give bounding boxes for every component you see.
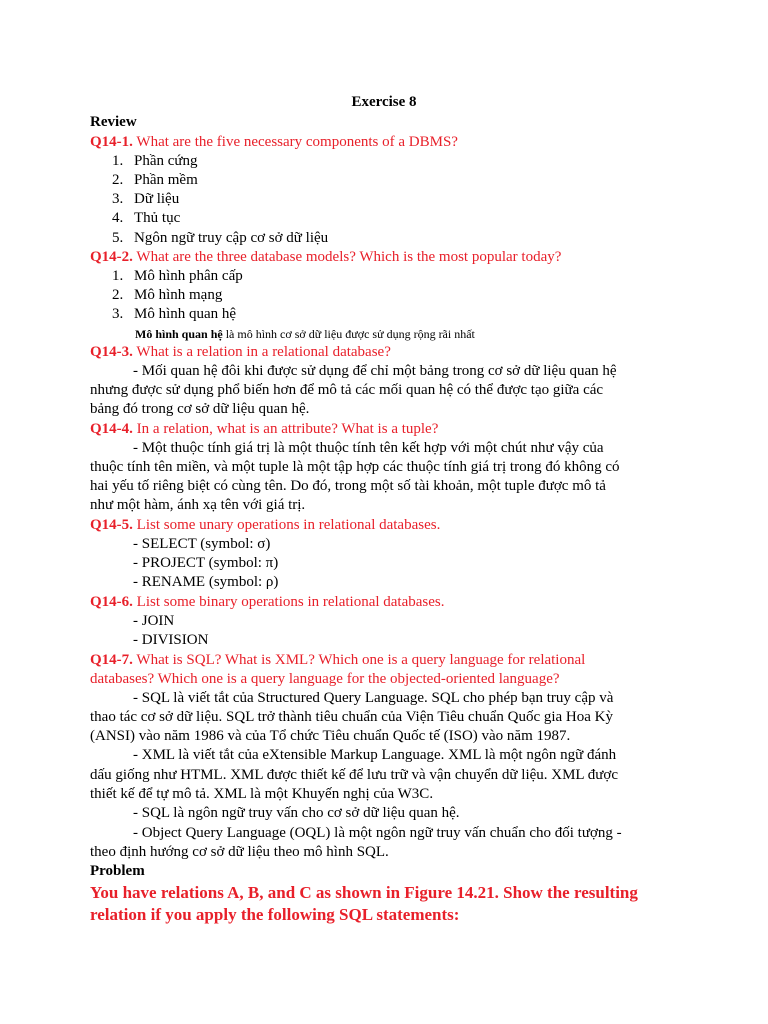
- list-item: 2. Phần mềm: [112, 172, 198, 188]
- q-number: Q14-4.: [90, 421, 133, 437]
- section-problem: Problem: [90, 863, 145, 879]
- q-text: List some binary operations in relational databases.: [136, 594, 445, 610]
- answer-line: - DIVISION: [133, 632, 209, 648]
- list-item: 1. Phần cứng: [112, 153, 198, 169]
- question-q14-5: [90, 516, 440, 535]
- list-item-text: Phần cứng: [134, 153, 198, 169]
- q-number: Q14-2.: [90, 249, 133, 265]
- answer-line: - Object Query Language (OQL) là một ngôn ngữ truy vấn chuẩn cho đối tượng -: [133, 825, 622, 841]
- question-q14-7: [90, 651, 585, 670]
- q-text: What is SQL? What is XML? Which one is a query language for relational: [136, 652, 586, 668]
- answer-line: thao tác cơ sở dữ liệu. SQL trở thành tiêu chuẩn của Viện Tiêu chuẩn Quốc gia Hoa Kỳ: [90, 709, 613, 725]
- answer-line: nhưng được sử dụng phổ biến hơn để mô tả các mối quan hệ có thể được tạo giữa các: [90, 382, 604, 398]
- q-number: Q14-3.: [90, 344, 133, 360]
- list-item: 5. Ngôn ngữ truy cập cơ sở dữ liệu: [112, 230, 329, 246]
- q-text: In a relation, what is an attribute? What is a tuple?: [136, 421, 439, 437]
- q-text: What are the five necessary components of a DBMS?: [136, 134, 458, 150]
- note-text: là mô hình cơ sở dữ liệu được sử dụng rộng rãi nhất: [225, 327, 475, 341]
- answer-line: - PROJECT (symbol: π): [133, 555, 279, 571]
- answer-line: (ANSI) vào năm 1986 và của Tổ chức Tiêu chuẩn Quốc tế (ISO) vào năm 1987.: [90, 728, 571, 744]
- q-text-cont: databases? Which one is a query language for the objected-oriented language?: [90, 671, 560, 687]
- answer-line: dấu giống như HTML. XML được thiết kế để lưu trữ và vận chuyển dữ liệu. XML được: [90, 767, 619, 783]
- question-q14-2: [90, 248, 561, 267]
- list-item: 1. Mô hình phân cấp: [112, 268, 243, 284]
- answer-line: thuộc tính tên miền, và một tuple là một tập hợp các thuộc tính giá trị trong đó không có: [90, 459, 620, 475]
- answer-line: - SQL là viết tắt của Structured Query Language. SQL cho phép bạn truy cập và: [133, 690, 614, 706]
- list-item-text: Dữ liệu: [134, 191, 180, 207]
- page-title: Exercise 8: [351, 94, 417, 110]
- question-q14-4: [90, 420, 438, 439]
- note: [135, 325, 475, 344]
- list-item: 4. Thủ tục: [112, 210, 181, 226]
- q-text: List some unary operations in relational databases.: [136, 517, 441, 533]
- answer-line: như một hàm, ánh xạ tên với giá trị.: [90, 497, 306, 513]
- answer-line: hai yếu tố riêng biệt có cùng tên. Do đó, trong một số tài khoản, một tuple được mô tả: [90, 478, 606, 494]
- answer-line: theo định hướng cơ sở dữ liệu theo mô hình SQL.: [90, 844, 389, 860]
- q-number: Q14-7.: [90, 652, 133, 668]
- list-item-text: Ngôn ngữ truy cập cơ sở dữ liệu: [134, 230, 329, 246]
- list-item-text: Mô hình mạng: [134, 287, 223, 303]
- note-bold: Mô hình quan hệ: [135, 327, 223, 341]
- answer-line: - SQL là ngôn ngữ truy vấn cho cơ sở dữ liệu quan hệ.: [133, 805, 460, 821]
- list-item: 3. Mô hình quan hệ: [112, 306, 237, 322]
- problem-text: relation if you apply the following SQL statements:: [90, 905, 460, 924]
- question-q14-1: [90, 133, 458, 152]
- list-item: 2. Mô hình mạng: [112, 287, 223, 303]
- q-number: Q14-5.: [90, 517, 133, 533]
- list-item-text: Phần mềm: [134, 172, 198, 188]
- answer-line: bảng đó trong cơ sở dữ liệu quan hệ.: [90, 401, 310, 417]
- answer-line: thiết kế để tự mô tả. XML là một Khuyến nghị của W3C.: [90, 786, 434, 802]
- section-review: Review: [90, 114, 137, 130]
- list-item-text: Mô hình phân cấp: [134, 268, 243, 284]
- q-text: What are the three database models? Which is the most popular today?: [136, 249, 562, 265]
- answer-line: - Một thuộc tính giá trị là một thuộc tính tên kết hợp với một chút như vậy của: [133, 440, 604, 456]
- list-item-text: Mô hình quan hệ: [134, 306, 237, 322]
- answer-line: - RENAME (symbol: ρ): [133, 574, 279, 590]
- answer-line: - Mối quan hệ đôi khi được sử dụng để chỉ một bảng trong cơ sở dữ liệu quan hệ: [133, 363, 617, 379]
- answer-line: - JOIN: [133, 613, 175, 629]
- problem-text: You have relations A, B, and C as shown in Figure 14.21. Show the resulting: [90, 883, 638, 902]
- question-q14-3: [90, 343, 391, 362]
- question-q14-6: [90, 593, 445, 612]
- q-text: What is a relation in a relational database?: [136, 344, 391, 360]
- answer-line: - XML là viết tắt của eXtensible Markup Language. XML là một ngôn ngữ đánh: [133, 747, 617, 763]
- answer-line: - SELECT (symbol: σ): [133, 536, 271, 552]
- list-item: 3. Dữ liệu: [112, 191, 180, 207]
- q-number: Q14-6.: [90, 594, 133, 610]
- list-item-text: Thủ tục: [134, 210, 181, 226]
- q-number: Q14-1.: [90, 134, 133, 150]
